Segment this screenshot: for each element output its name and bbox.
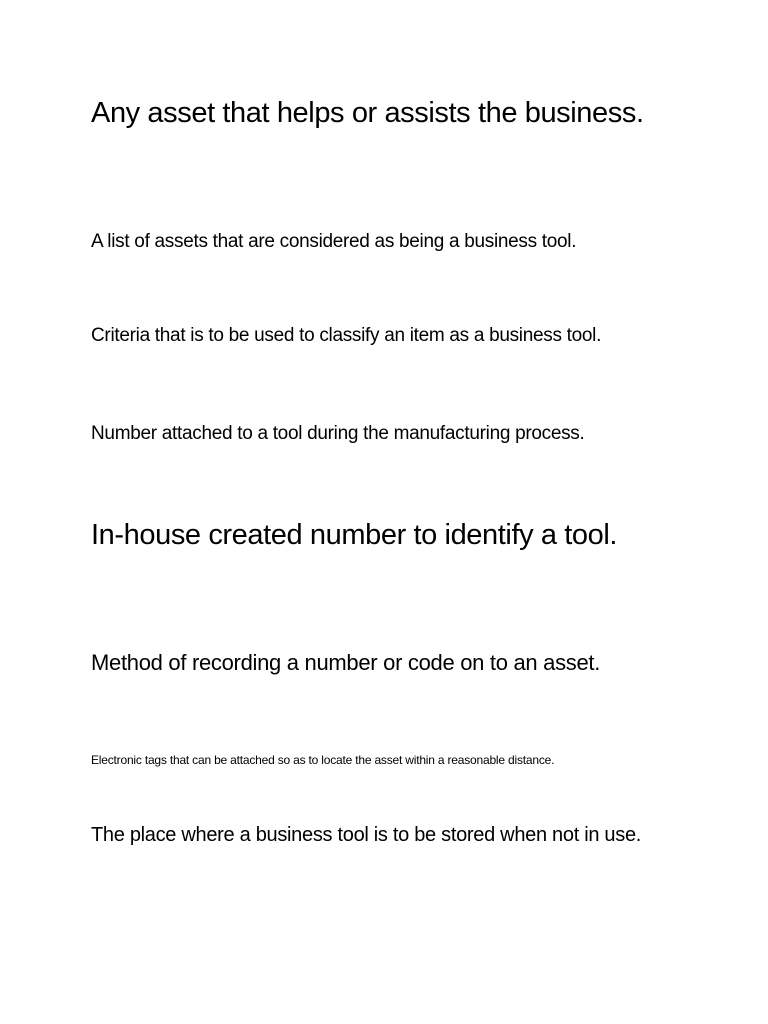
text-line-storage-place: The place where a business tool is to be stored when not in use. xyxy=(91,824,642,846)
text-line-recording-method: Method of recording a number or code on to an asset. xyxy=(91,650,601,675)
text-line-manufacturer-number: Number attached to a tool during the manufacturing process. xyxy=(91,423,585,444)
text-line-electronic-tags: Electronic tags that can be attached so as to locate the asset within a reasonable distance. xyxy=(91,753,555,767)
text-line-in-house-number: In-house created number to identify a tool. xyxy=(91,519,618,551)
text-line-criteria: Criteria that is to be used to classify an item as a business tool. xyxy=(91,325,602,346)
text-line-asset-list: A list of assets that are considered as being a business tool. xyxy=(91,231,577,252)
text-line-asset-definition: Any asset that helps or assists the business. xyxy=(91,97,644,129)
